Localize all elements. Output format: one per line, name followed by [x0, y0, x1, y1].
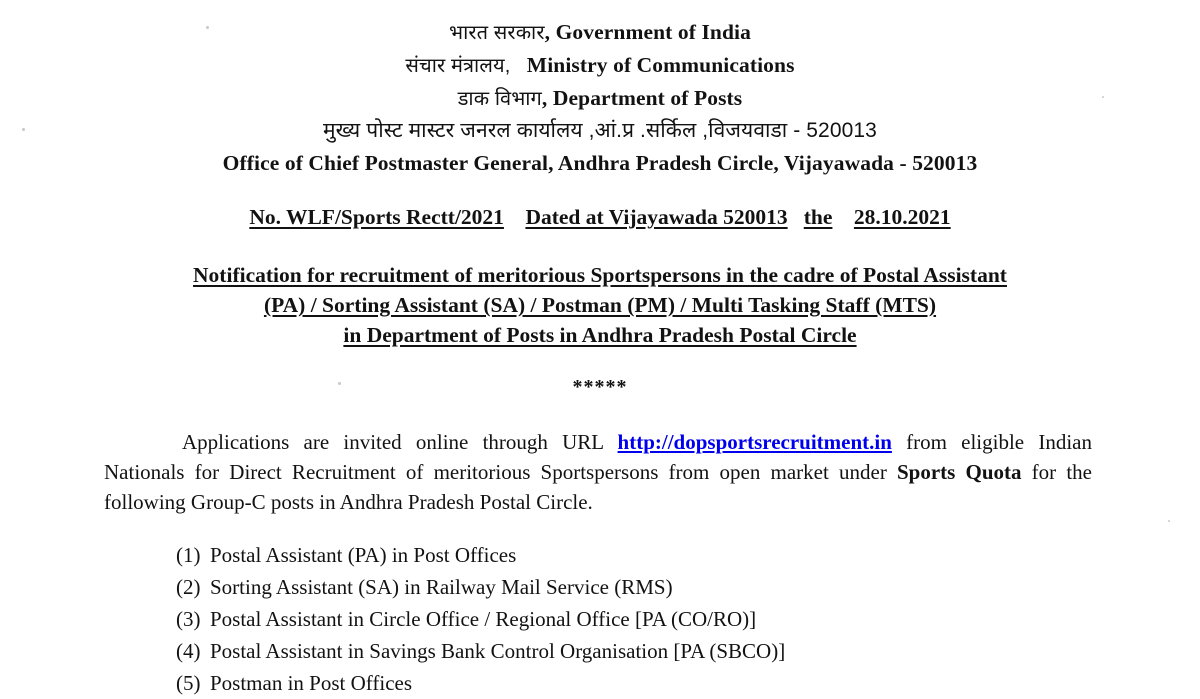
letterhead-line-2-hindi: संचार मंत्रालय,: [405, 55, 511, 77]
letterhead-line-2-english: Ministry of Communications: [526, 53, 795, 77]
list-item: [176, 539, 1200, 571]
list-item-number: (1): [176, 543, 201, 567]
intro-text-part-2: from eligible Indian Nationals for Direct Recruitment of meritorious Sportspersons from open market under: [104, 430, 1092, 484]
letterhead-line-3: [0, 82, 1200, 115]
letterhead-line-4-hindi: मुख्य पोस्ट मास्टर जनरल कार्यालय ,आं.प्र .सर्किल ,विजयवाडा - 520013: [323, 119, 877, 142]
letterhead-line-1-hindi: भारत सरकार: [449, 22, 545, 44]
recruitment-url-link[interactable]: http://dopsportsrecruitment.in: [617, 430, 892, 454]
list-item-number: (5): [176, 671, 201, 695]
sports-quota-phrase: Sports Quota: [896, 460, 1022, 484]
letterhead-line-3-hindi: डाक विभाग: [457, 88, 542, 110]
notification-title-line-1: Notification for recruitment of meritorious Sportspersons in the cadre of Postal Assistant: [193, 263, 1007, 287]
notification-title-line-2: (PA) / Sorting Assistant (SA) / Postman (PM) / Multi Tasking Staff (MTS): [263, 293, 937, 317]
list-item-label: Postal Assistant (PA) in Post Offices: [210, 543, 517, 567]
notification-title-line-3: in Department of Posts in Andhra Pradesh Postal Circle: [343, 323, 857, 347]
list-item: [176, 635, 1200, 667]
reference-dated-label: Dated at Vijayawada 520013: [525, 205, 788, 229]
list-item-label: Postal Assistant in Circle Office / Regional Office [PA (CO/RO)]: [210, 607, 757, 631]
list-item: [176, 603, 1200, 635]
letterhead-line-3-english: , Department of Posts: [541, 86, 743, 110]
intro-text-part-3: for the following Group-C posts in Andhra Pradesh Postal Circle.: [104, 460, 1092, 514]
letterhead-line-1: [0, 16, 1200, 49]
list-item-number: (4): [176, 639, 201, 663]
list-item-number: (3): [176, 607, 201, 631]
notification-title: [0, 260, 1200, 350]
reference-the-label: the: [803, 205, 833, 229]
reference-date: 28.10.2021: [853, 205, 951, 229]
list-item-number: (2): [176, 575, 201, 599]
intro-text-part-1: Applications are invited online through URL: [182, 430, 618, 454]
title-separator: *****: [572, 376, 628, 398]
list-item: [176, 667, 1200, 695]
list-item: [176, 571, 1200, 603]
list-item-label: Sorting Assistant (SA) in Railway Mail Service (RMS): [210, 575, 673, 599]
letterhead-line-1-english: , Government of India: [544, 20, 751, 44]
list-item-label: Postman in Post Offices: [210, 671, 413, 695]
list-item-label: Postal Assistant in Savings Bank Control Organisation [PA (SBCO)]: [210, 639, 786, 663]
letterhead-line-2: [0, 49, 1200, 82]
scan-speck: [1168, 520, 1170, 522]
reference-number: No. WLF/Sports Rectt/2021: [249, 205, 504, 229]
letterhead-line-5-english: Office of Chief Postmaster General, Andhra Pradesh Circle, Vijayawada - 520013: [222, 151, 978, 175]
reference-line: [0, 205, 1200, 230]
intro-paragraph: [0, 427, 1200, 517]
posts-list: [0, 539, 1200, 695]
letterhead: [0, 0, 1200, 179]
